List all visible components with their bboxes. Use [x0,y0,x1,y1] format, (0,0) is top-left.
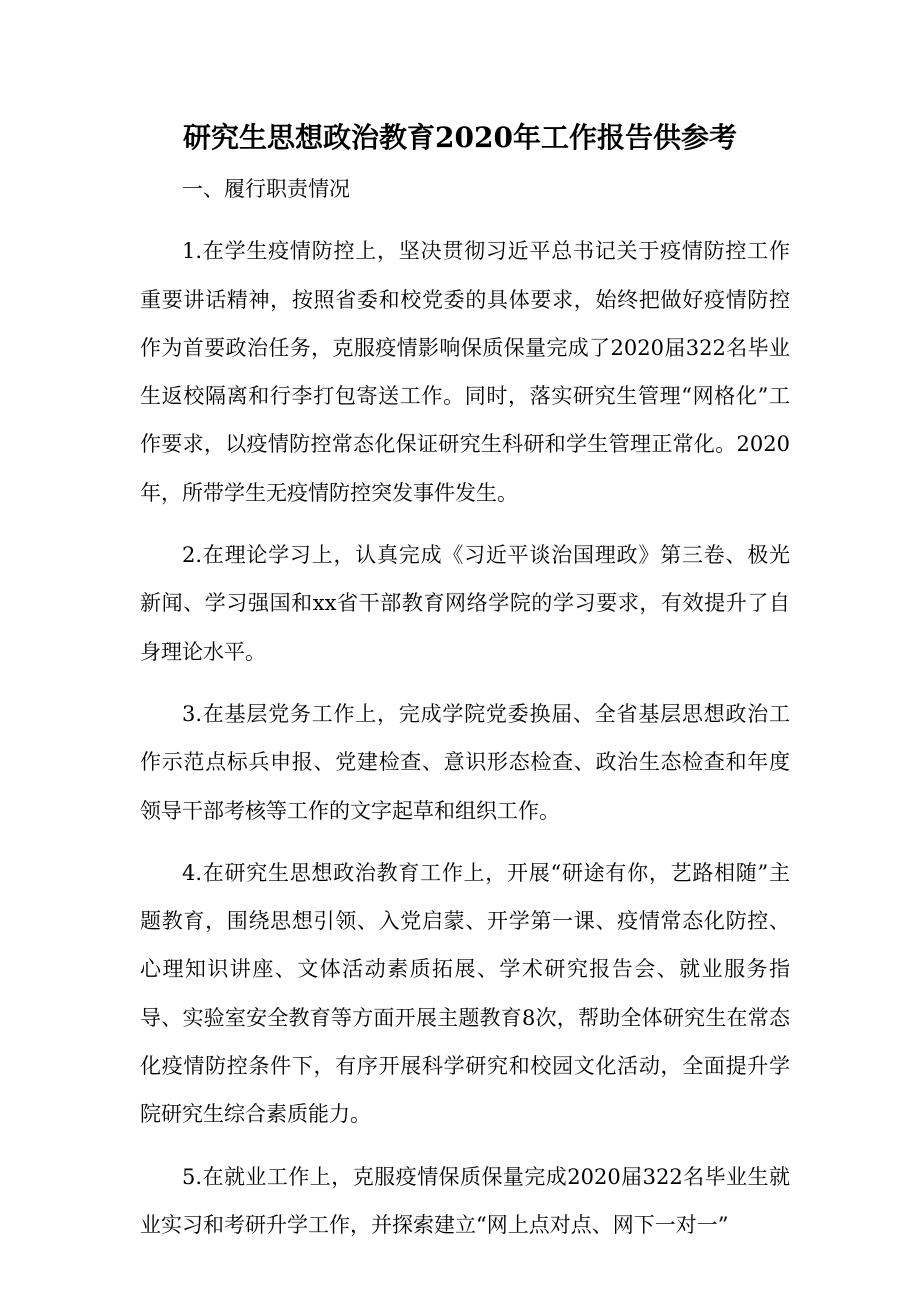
paragraph-3: 3.在基层党务工作上，完成学院党委换届、全省基层思想政治工作示范点标兵申报、党建检查、意识形态检查、政治生态检查和年度领导干部考核等工作的文字起草和组织工作。 [140,701,790,823]
section-heading: 一、履行职责情况 [182,177,350,201]
paragraph-5: 5.在就业工作上，克服疫情保质保量完成2020届322名毕业生就业实习和考研升学工作，并探索建立“网上点对点、网下一对一” [140,1164,790,1237]
paragraph-1: 1.在学生疫情防控上，坚决贯彻习近平总书记关于疫情防控工作重要讲话精神，按照省委和校党委的具体要求，始终把做好疫情防控作为首要政治任务，克服疫情影响保质保量完成了2020届322名毕业生返校隔离和行李打包寄送工作。同时，落实研究生管理“网格化”工作要求，以疫情防控常态化保证研究生科研和学生管理正常化。2020年，所带学生无疫情防控突发事件发生。 [140,239,790,505]
paragraph-4: 4.在研究生思想政治教育工作上，开展“研途有你，艺路相随”主题教育，围绕思想引领、入党启蒙、开学第一课、疫情常态化防控、心理知识讲座、文体活动素质拓展、学术研究报告会、就业服务指导、实验室安全教育等方面开展主题教育8次，帮助全体研究生在常态化疫情防控条件下，有序开展科学研究和校园文化活动，全面提升学院研究生综合素质能力。 [140,860,790,1127]
paragraph-2: 2.在理论学习上，认真完成《习近平谈治国理政》第三卷、极光新闻、学习强国和xx省干部教育网络学院的学习要求，有效提升了自身理论水平。 [140,543,790,664]
document-title: 研究生思想政治教育2020年工作报告供参考 [183,121,737,154]
document-body [140,165,790,1249]
